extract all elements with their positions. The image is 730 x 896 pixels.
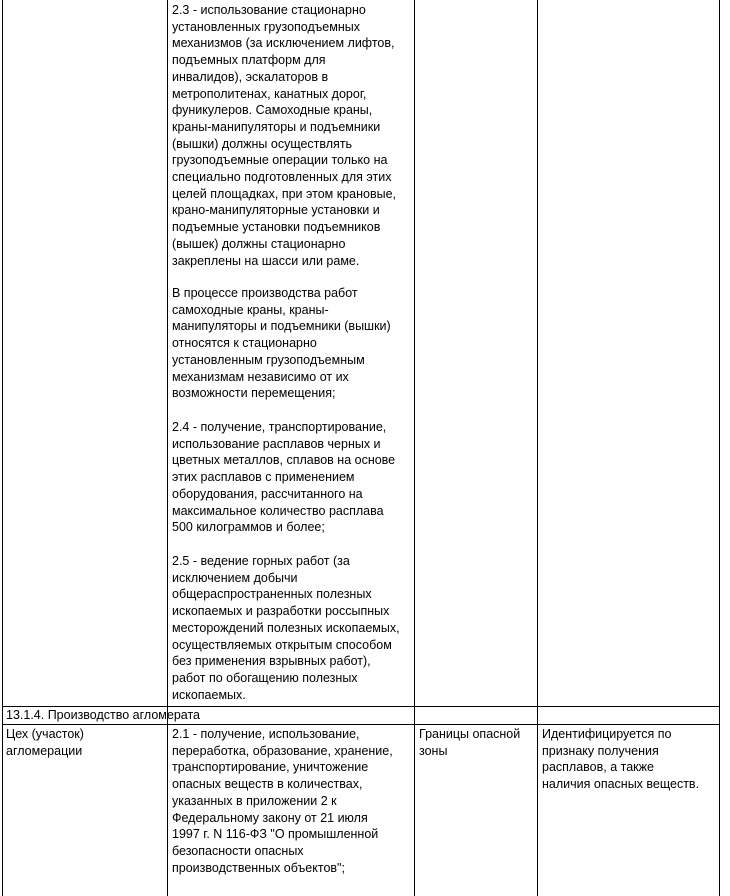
text-line: целей площадках, при этом крановые,: [172, 186, 396, 201]
text-line: (вышек) должны стационарно: [172, 236, 346, 251]
text-line: Идентифицируется по: [542, 727, 672, 741]
text-line: относятся к стационарно: [172, 336, 317, 351]
text-line: (вышки) должны осуществлять: [172, 136, 353, 151]
text-line: исключением добычи: [172, 570, 298, 585]
text-line: метрополитенах, канатных дорог,: [172, 86, 367, 101]
column-divider-1: [167, 0, 168, 896]
cell-workshop-name: [6, 726, 84, 759]
text-line: безопасности опасных: [172, 843, 304, 858]
cell-zone-boundaries: [419, 726, 520, 759]
text-line: 2.1 - получение, использование,: [172, 727, 360, 741]
text-line: наличия опасных веществ.: [542, 777, 700, 792]
text-line: 500 килограммов и более;: [172, 520, 325, 535]
text-line: без применения взрывных работ),: [172, 654, 371, 669]
text-line: ископаемых и разработки россыпных: [172, 604, 390, 619]
text-line: этих расплавов с применением: [172, 470, 355, 485]
item-2-5-text: [172, 553, 400, 703]
text-line: зоны: [419, 743, 448, 758]
text-line: ископаемых.: [172, 687, 246, 702]
text-line: установленным грузоподъемным: [172, 352, 365, 367]
text-line: 1997 г. N 116-ФЗ "О промышленной: [172, 827, 379, 842]
text-line: грузоподъемные операции только на: [172, 153, 388, 168]
text-line: манипуляторы и подъемники (вышки): [172, 319, 391, 334]
text-line: осуществляемых открытым способом: [172, 637, 392, 652]
column-divider-3: [537, 0, 538, 896]
text-line: закреплены на шасси или раме.: [172, 253, 360, 268]
text-line: переработка, образование, хранение,: [172, 743, 393, 758]
text-line: самоходные краны, краны-: [172, 302, 329, 317]
column-divider-2: [414, 0, 415, 896]
text-line: возможности перемещения;: [172, 386, 336, 401]
item-2-4-text: [172, 419, 395, 536]
table-border-right: [719, 0, 720, 896]
text-line: агломерации: [6, 743, 83, 758]
text-line: указанных в приложении 2 к: [172, 793, 337, 808]
text-line: краны-манипуляторы и подъемники: [172, 119, 381, 134]
text-line: признаку получения: [542, 743, 659, 758]
text-line: Границы опасной: [419, 727, 521, 741]
item-2-3-note-text: [172, 285, 391, 402]
text-line: месторождений полезных ископаемых,: [172, 620, 400, 635]
text-line: крано-манипуляторные установки и: [172, 203, 380, 218]
cell-identification: [542, 726, 699, 793]
text-line: транспортирование, уничтожение: [172, 760, 369, 775]
text-line: 2.3 - использование стационарно: [172, 3, 366, 17]
text-line: Цех (участок): [6, 727, 84, 741]
table-border-left: [2, 0, 3, 896]
cell-hazard-criteria: [172, 726, 393, 876]
text-line: В процессе производства работ: [172, 286, 358, 300]
text-line: инвалидов), эскалаторов в: [172, 69, 329, 84]
text-line: механизмов (за исключением лифтов,: [172, 36, 395, 51]
text-line: специально подготовленных для этих: [172, 170, 392, 185]
text-line: Федеральному закону от 21 июля: [172, 810, 368, 825]
text-line: 2.4 - получение, транспортирование,: [172, 420, 387, 434]
text-line: максимальное количество расплава: [172, 503, 384, 518]
text-line: использование расплавов черных и: [172, 436, 381, 451]
text-line: работ по обогащению полезных: [172, 670, 358, 685]
text-line: опасных веществ в количествах,: [172, 777, 363, 792]
item-2-3-text: [172, 2, 396, 269]
text-line: механизмам независимо от их: [172, 369, 349, 384]
text-line: цветных металлов, сплавов на основе: [172, 453, 396, 468]
text-line: 2.5 - ведение горных работ (за: [172, 554, 350, 568]
text-line: расплавов, а также: [542, 760, 654, 775]
text-line: установленных грузоподъемных: [172, 19, 360, 34]
row-divider-bottom: [2, 724, 720, 725]
text-line: общераспространенных полезных: [172, 587, 372, 602]
section-header: 13.1.4. Производство агломерата: [6, 708, 201, 722]
text-line: оборудования, рассчитанного на: [172, 486, 363, 501]
text-line: фуникулеров. Самоходные краны,: [172, 103, 373, 118]
text-line: производственных объектов";: [172, 860, 345, 875]
text-line: подъемных платформ для: [172, 53, 326, 68]
text-line: подъемные установки подъемников: [172, 220, 381, 235]
